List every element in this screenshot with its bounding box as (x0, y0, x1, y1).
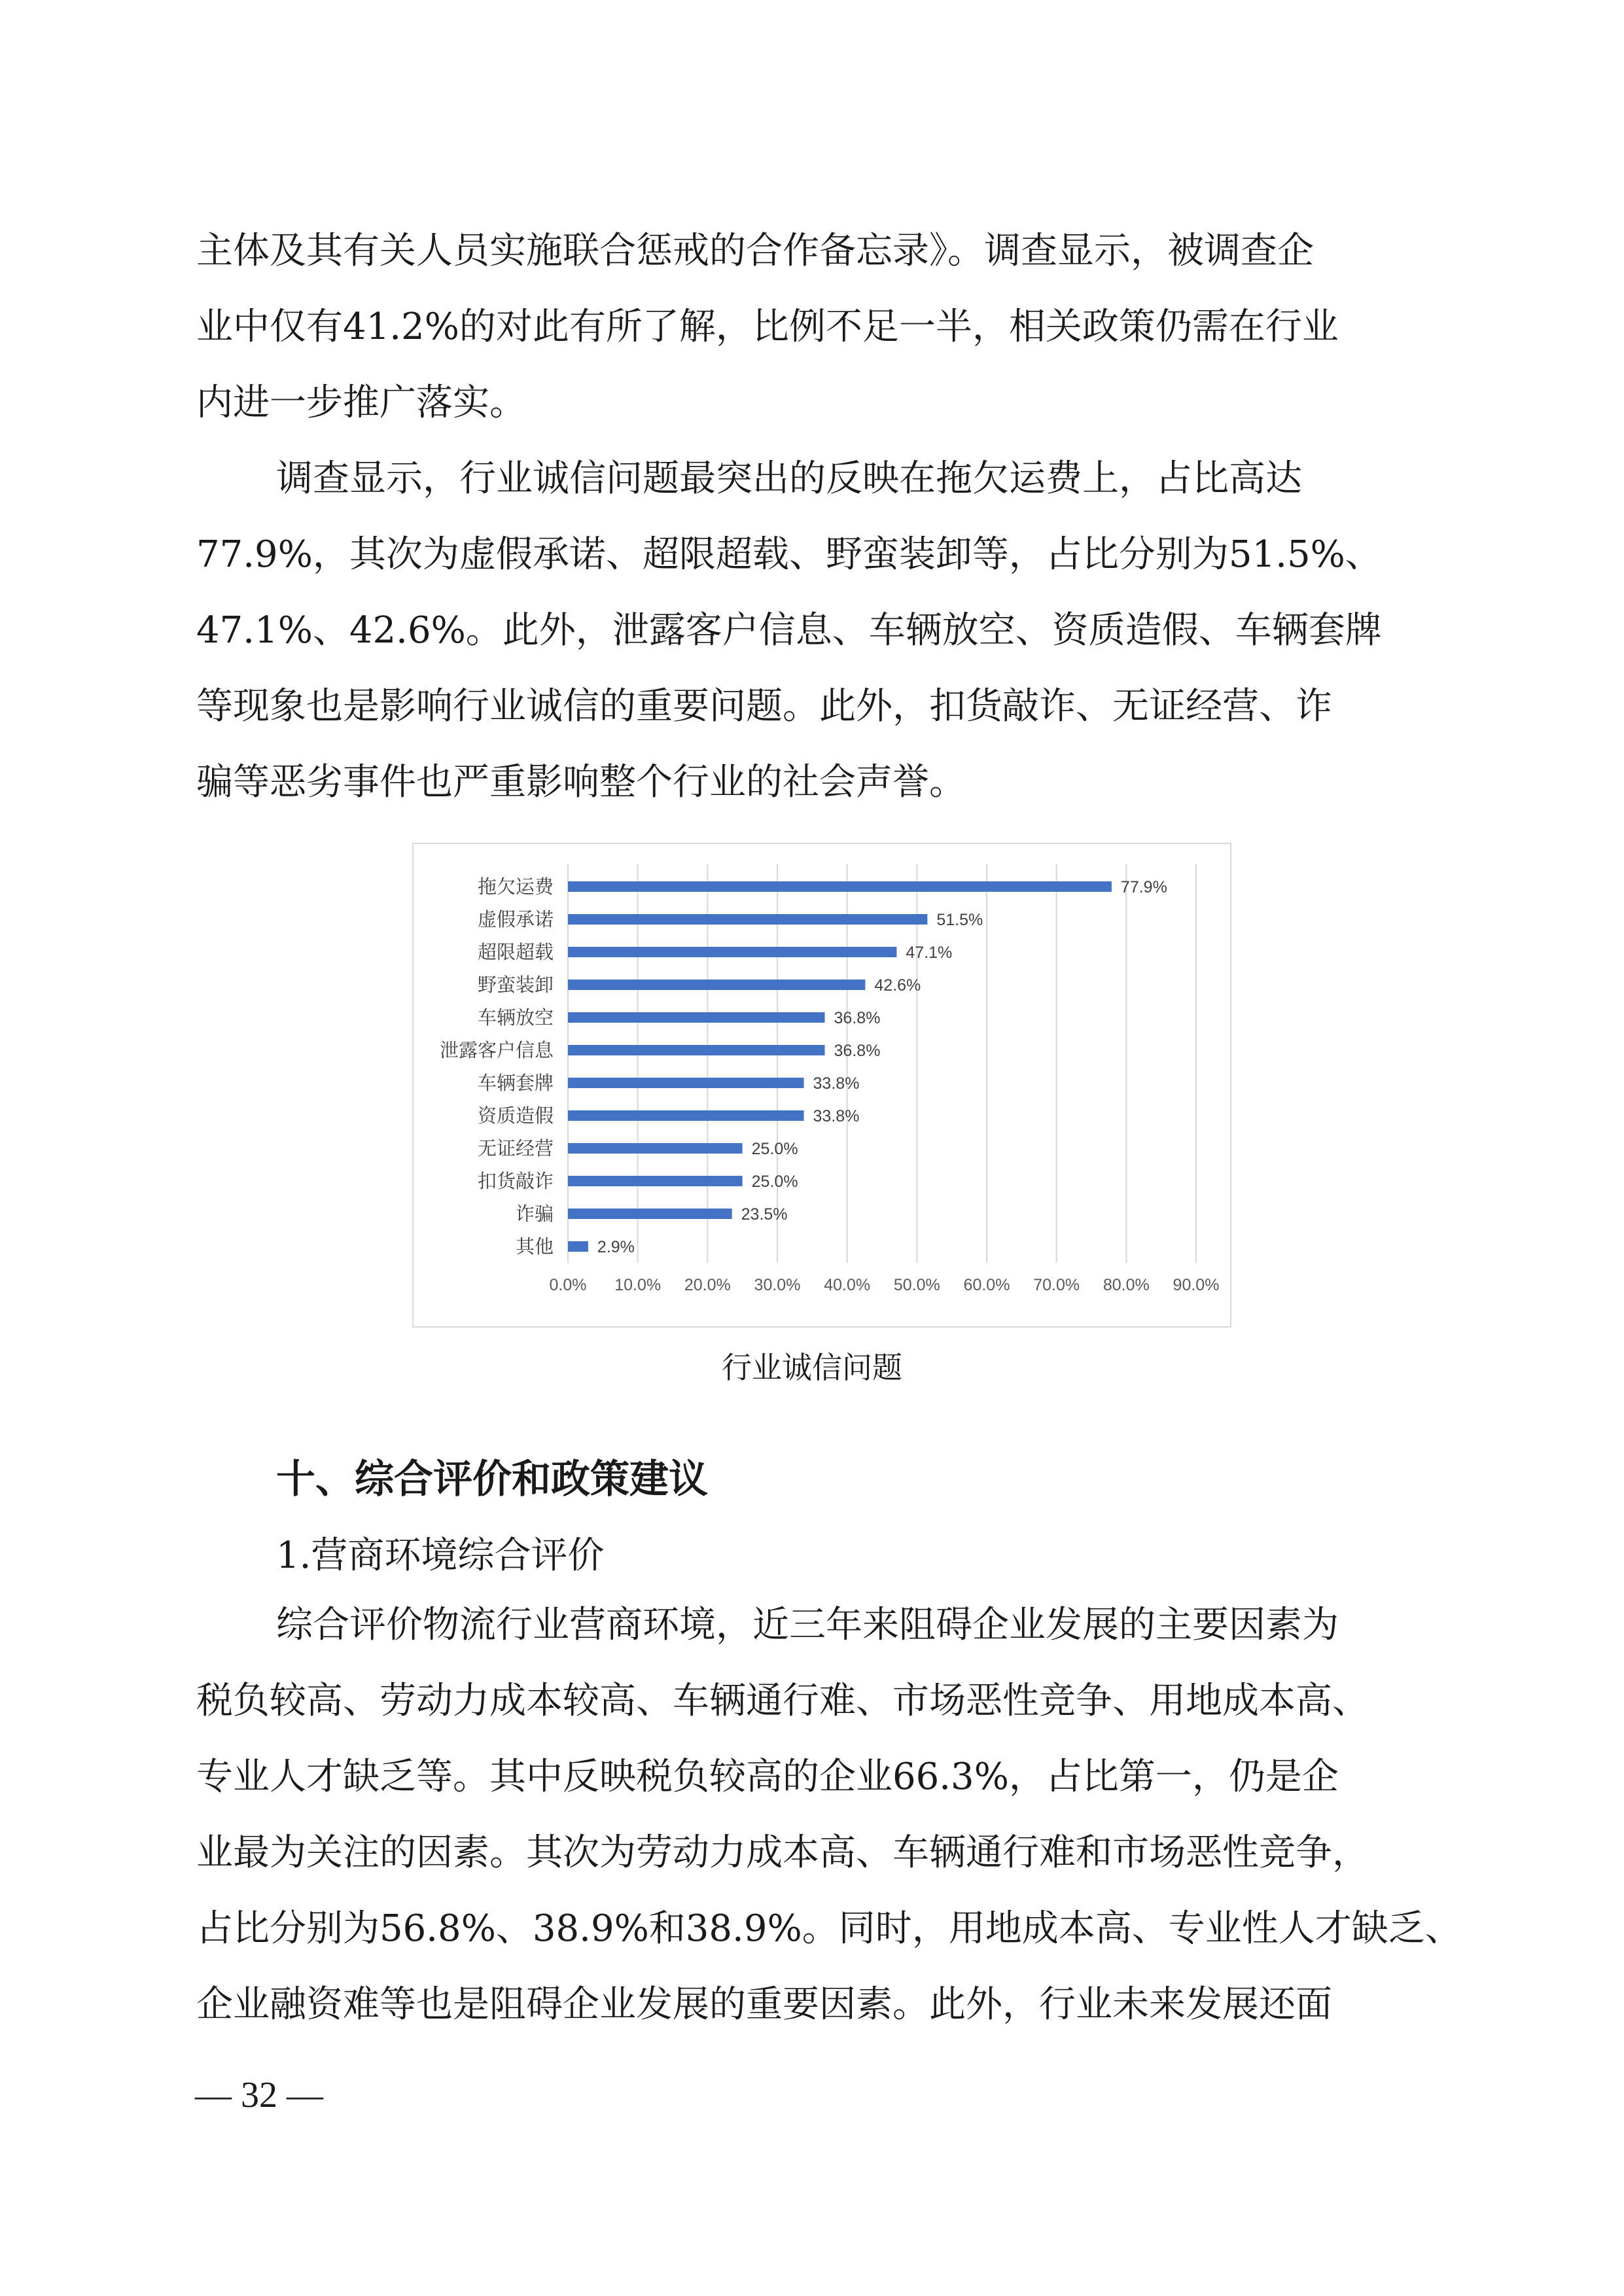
text-line: 调查显示，行业诚信问题最突出的反映在拖欠运费上，占比高达 (276, 457, 1302, 500)
value-label: 36.8% (834, 1042, 881, 1060)
value-label: 2.9% (597, 1238, 635, 1256)
text-line: 税负较高、劳动力成本较高、车辆通行难、市场恶性竞争、用地成本高、 (196, 1680, 1369, 1722)
text-line: 主体及其有关人员实施联合惩戒的合作备忘录》。调查显示，被调查企 (196, 230, 1314, 272)
bar-chart (412, 843, 1231, 1328)
category-label: 野蛮装卸 (477, 975, 554, 996)
value-label: 23.5% (741, 1205, 788, 1224)
value-label: 33.8% (813, 1074, 860, 1093)
text-line: 47.1%、42.6%。此外，泄露客户信息、车辆放空、资质造假、车辆套牌 (196, 609, 1382, 652)
text-line: 业中仅有41.2%的对此有所了解，比例不足一半，相关政策仍需在行业 (196, 306, 1339, 348)
text-line: 综合评价物流行业营商环境，近三年来阻碍企业发展的主要因素为 (276, 1604, 1339, 1646)
value-label: 25.0% (751, 1140, 798, 1158)
category-label: 诈骗 (515, 1204, 554, 1225)
value-label: 25.0% (751, 1173, 798, 1191)
x-tick-label: 10.0% (614, 1276, 662, 1294)
category-label: 超限超载 (477, 942, 554, 963)
text-line: 专业人才缺乏等。其中反映税负较高的企业66.3%，占比第一，仍是企 (196, 1756, 1339, 1798)
value-label: 33.8% (813, 1107, 860, 1125)
bar-chart-svg (414, 844, 1230, 1326)
category-label: 泄露客户信息 (439, 1040, 554, 1061)
x-tick-label: 90.0% (1173, 1276, 1220, 1294)
text-line: 企业融资难等也是阻碍企业发展的重要因素。此外，行业未来发展还面 (196, 1983, 1332, 2026)
bar (568, 980, 865, 990)
bar (568, 1176, 743, 1186)
category-label: 车辆放空 (477, 1008, 554, 1029)
x-tick-label: 30.0% (754, 1276, 801, 1294)
chart-caption: 行业诚信问题 (722, 1350, 902, 1385)
text-line: 等现象也是影响行业诚信的重要问题。此外，扣货敲诈、无证经营、诈 (196, 685, 1332, 728)
x-tick-label: 70.0% (1033, 1276, 1080, 1294)
value-label: 42.6% (874, 976, 921, 995)
category-label: 其他 (515, 1237, 554, 1258)
bar (568, 1045, 825, 1055)
text-line: 业最为关注的因素。其次为劳动力成本高、车辆通行难和市场恶性竞争， (196, 1831, 1369, 1874)
x-tick-label: 80.0% (1103, 1276, 1150, 1294)
text-line: 占比分别为56.8%、38.9%和38.9%。同时，用地成本高、专业性人才缺乏、 (196, 1907, 1462, 1950)
x-tick-label: 20.0% (684, 1276, 731, 1294)
subsection-heading: 1.营商环境综合评价 (276, 1534, 605, 1577)
section-heading: 十、综合评价和政策建议 (276, 1457, 708, 1502)
category-label: 资质造假 (477, 1106, 554, 1127)
bar (568, 1143, 743, 1154)
text-line: 骗等恶劣事件也严重影响整个行业的社会声誉。 (196, 761, 966, 804)
bar (568, 1241, 588, 1252)
page-number: — 32 — (195, 2075, 323, 2115)
value-label: 47.1% (906, 944, 953, 962)
paragraph-business-environment (196, 1587, 1462, 2043)
category-label: 无证经营 (477, 1139, 554, 1159)
category-label: 虚假承诺 (477, 910, 554, 930)
bar (568, 1078, 804, 1088)
paragraph-integrity-issues (196, 441, 1439, 821)
x-tick-label: 60.0% (963, 1276, 1010, 1294)
bar (568, 1209, 732, 1219)
value-label: 77.9% (1120, 878, 1167, 896)
bar (568, 914, 927, 925)
text-line: 内进一步推广落实。 (196, 381, 526, 424)
category-label: 拖欠运费 (477, 877, 554, 898)
bar (568, 881, 1112, 892)
bar (568, 947, 896, 957)
category-label: 扣货敲诈 (477, 1171, 554, 1192)
text-line: 77.9%，其次为虚假承诺、超限超载、野蛮装卸等，占比分别为51.5%、 (196, 533, 1382, 576)
value-label: 36.8% (834, 1009, 881, 1027)
x-tick-label: 40.0% (824, 1276, 871, 1294)
category-label: 车辆套牌 (477, 1073, 554, 1094)
paragraph-memorandum (196, 213, 1439, 441)
x-tick-label: 0.0% (549, 1276, 587, 1294)
bar (568, 1012, 825, 1023)
value-label: 51.5% (936, 911, 983, 929)
x-tick-label: 50.0% (893, 1276, 940, 1294)
bar (568, 1110, 804, 1121)
